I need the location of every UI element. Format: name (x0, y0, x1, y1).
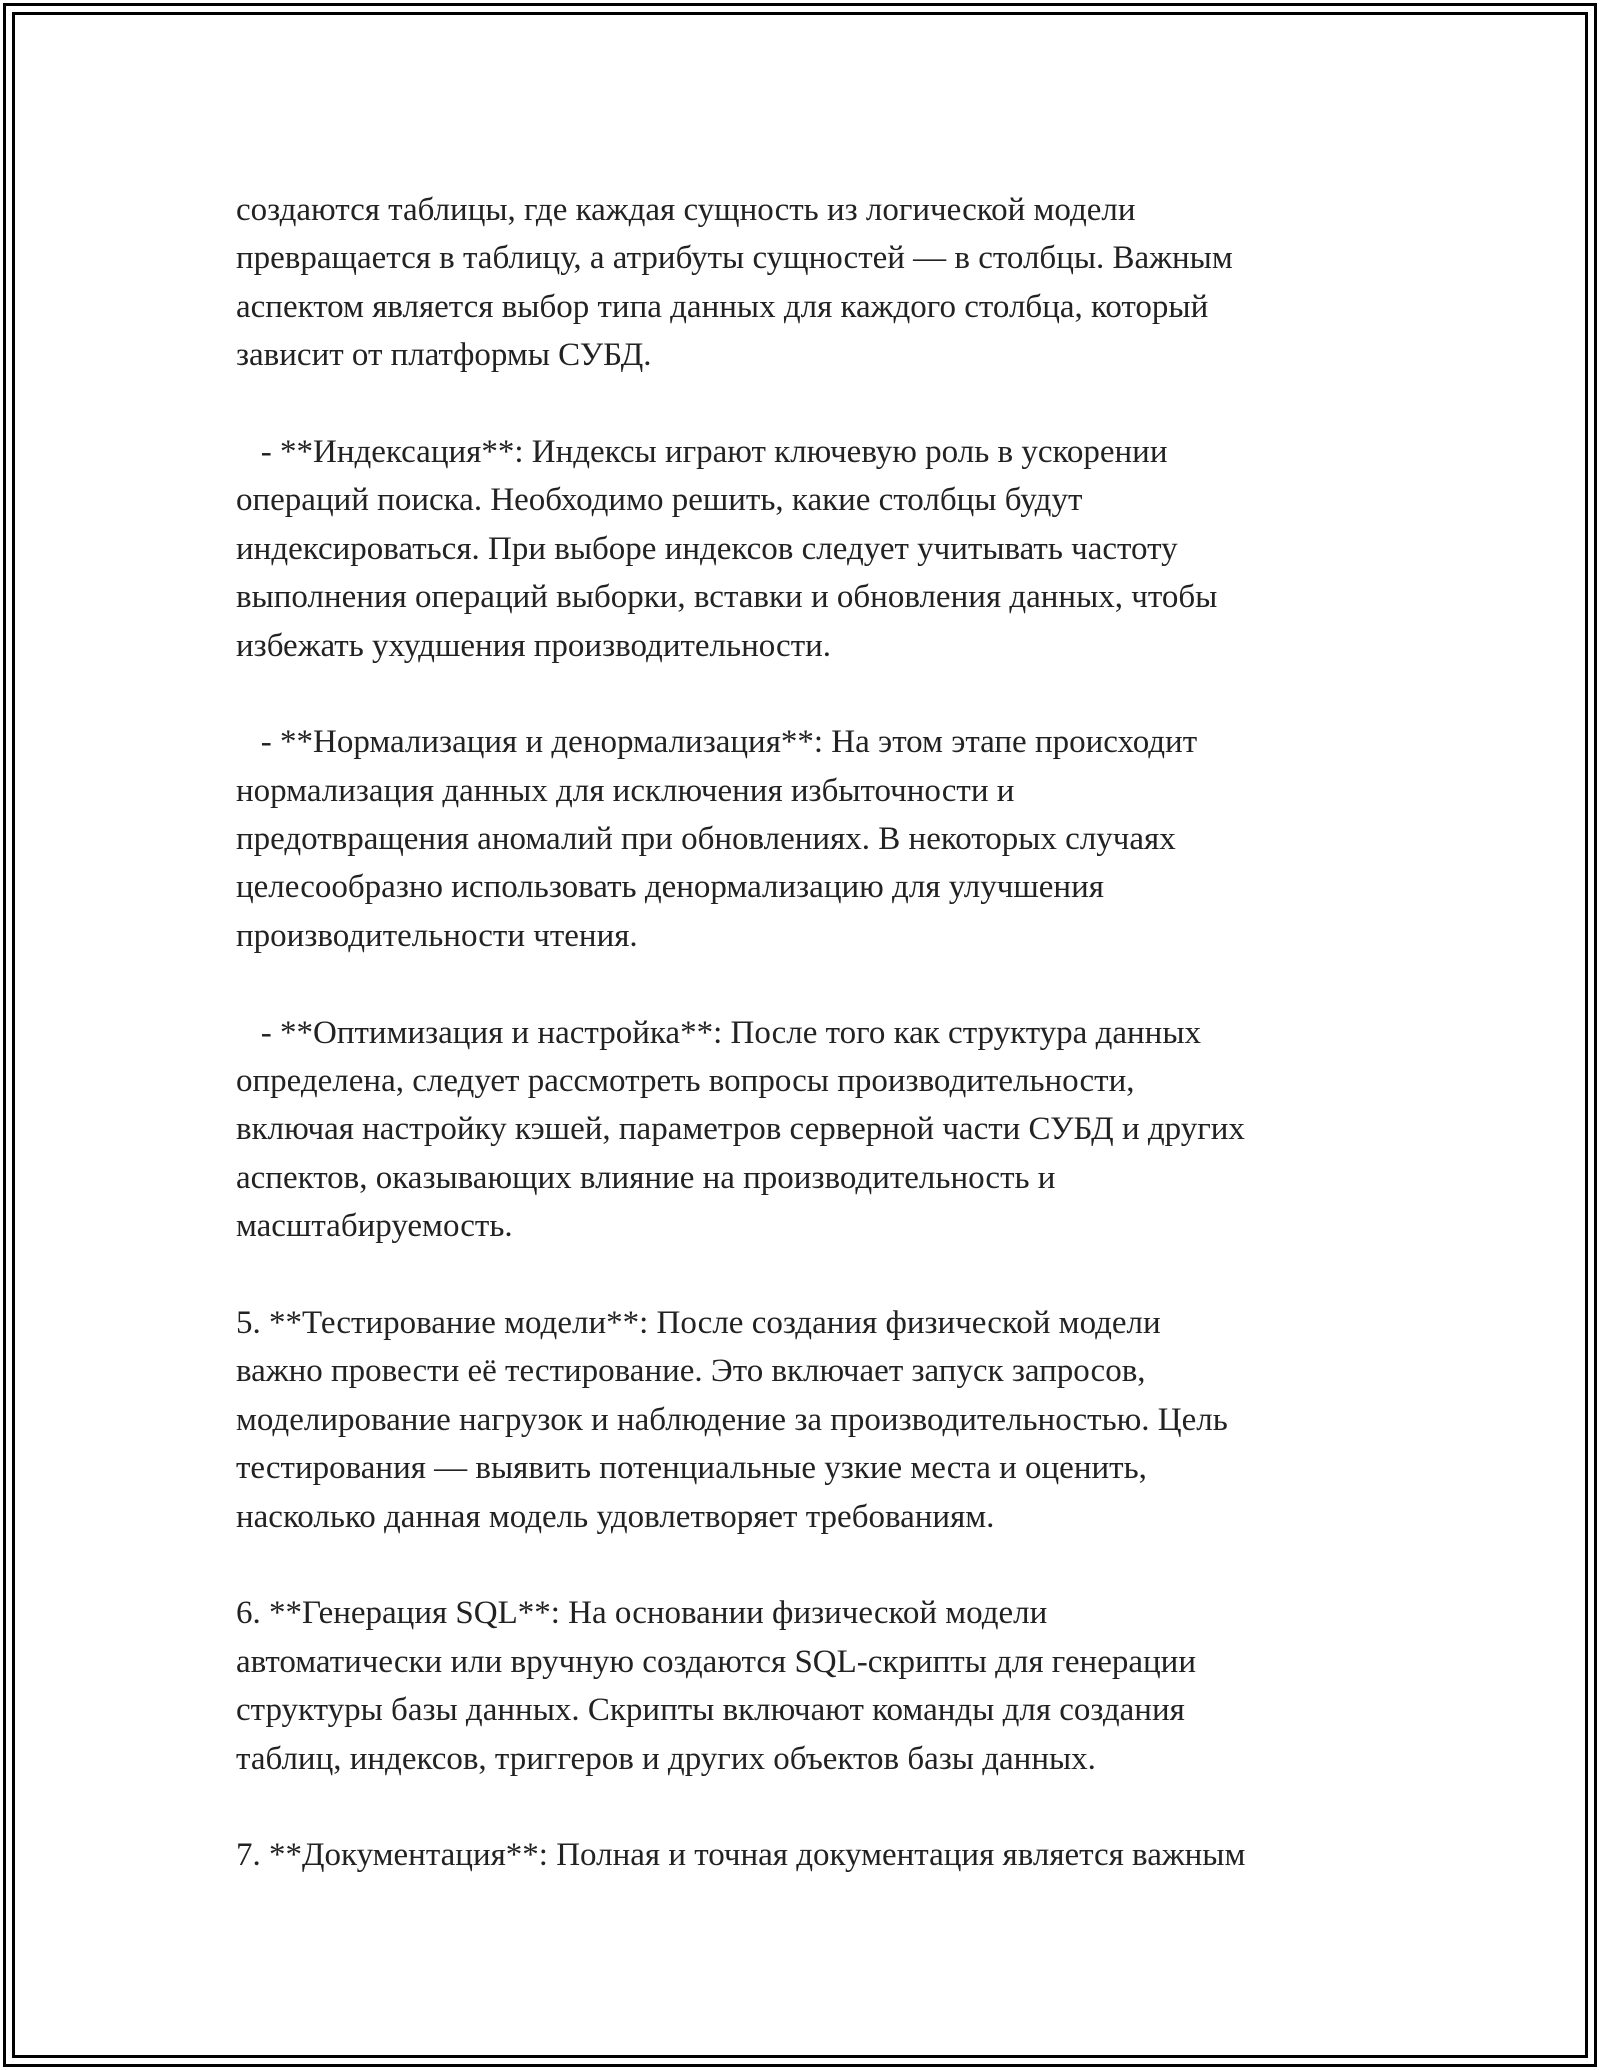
paragraph-optimization (236, 1009, 1386, 1251)
text-line: масштабируемость. (236, 1208, 513, 1245)
text-line: предотвращения аномалий при обновлениях. В некоторых случаях (236, 821, 1176, 858)
text-line: структуры базы данных. Скрипты включают команды для создания (236, 1692, 1185, 1729)
text-line: - **Нормализация и денормализация**: На этом этапе происходит (236, 724, 1198, 761)
paragraph-testing (236, 1299, 1386, 1541)
text-line: тестирования — выявить потенциальные узкие места и оценить, (236, 1450, 1147, 1487)
text-line: индексироваться. При выборе индексов следует учитывать частоту (236, 530, 1178, 567)
text-line: создаются таблицы, где каждая сущность из логической модели (236, 192, 1136, 228)
text-line: 7. **Документация**: Полная и точная документация является важным (236, 1837, 1246, 1874)
text-line: целесообразно использовать денормализацию для улучшения (236, 869, 1104, 906)
paragraph-tables (236, 186, 1386, 380)
text-line: аспектов, оказывающих влияние на производительность и (236, 1159, 1056, 1196)
text-line: нормализация данных для исключения избыточности и (236, 772, 1015, 809)
text-line: превращается в таблицу, а атрибуты сущностей — в столбцы. Важным (236, 240, 1233, 277)
paragraph-indexing (236, 428, 1386, 670)
text-line: - **Индексация**: Индексы играют ключевую роль в ускорении (236, 433, 1168, 470)
text-line: моделирование нагрузок и наблюдение за производительностью. Цель (236, 1401, 1228, 1438)
paragraph-documentation (236, 1831, 1386, 1879)
text-line: 6. **Генерация SQL**: На основании физической модели (236, 1595, 1048, 1632)
text-line: насколько данная модель удовлетворяет требованиям. (236, 1498, 995, 1535)
paragraph-sql-generation (236, 1589, 1386, 1783)
text-line: производительности чтения. (236, 917, 638, 954)
text-line: операций поиска. Необходимо решить, какие столбцы будут (236, 482, 1083, 519)
text-line: - **Оптимизация и настройка**: После того как структура данных (236, 1014, 1202, 1051)
text-line: аспектом является выбор типа данных для каждого столбца, который (236, 288, 1209, 325)
paragraph-normalization (236, 718, 1386, 960)
text-line: избежать ухудшения производительности. (236, 627, 832, 664)
text-line: включая настройку кэшей, параметров серверной части СУБД и других (236, 1111, 1245, 1148)
text-line: определена, следует рассмотреть вопросы производительности, (236, 1063, 1135, 1100)
text-line: выполнения операций выборки, вставки и обновления данных, чтобы (236, 579, 1218, 616)
text-line: 5. **Тестирование модели**: После создания физической модели (236, 1304, 1161, 1341)
text-line: таблиц, индексов, триггеров и других объектов базы данных. (236, 1740, 1096, 1777)
text-line: важно провести её тестирование. Это включает запуск запросов, (236, 1353, 1146, 1390)
document-body (236, 186, 1386, 1928)
text-line: автоматически или вручную создаются SQL-скрипты для генерации (236, 1643, 1196, 1680)
text-line: зависит от платформы СУБД. (236, 337, 652, 374)
